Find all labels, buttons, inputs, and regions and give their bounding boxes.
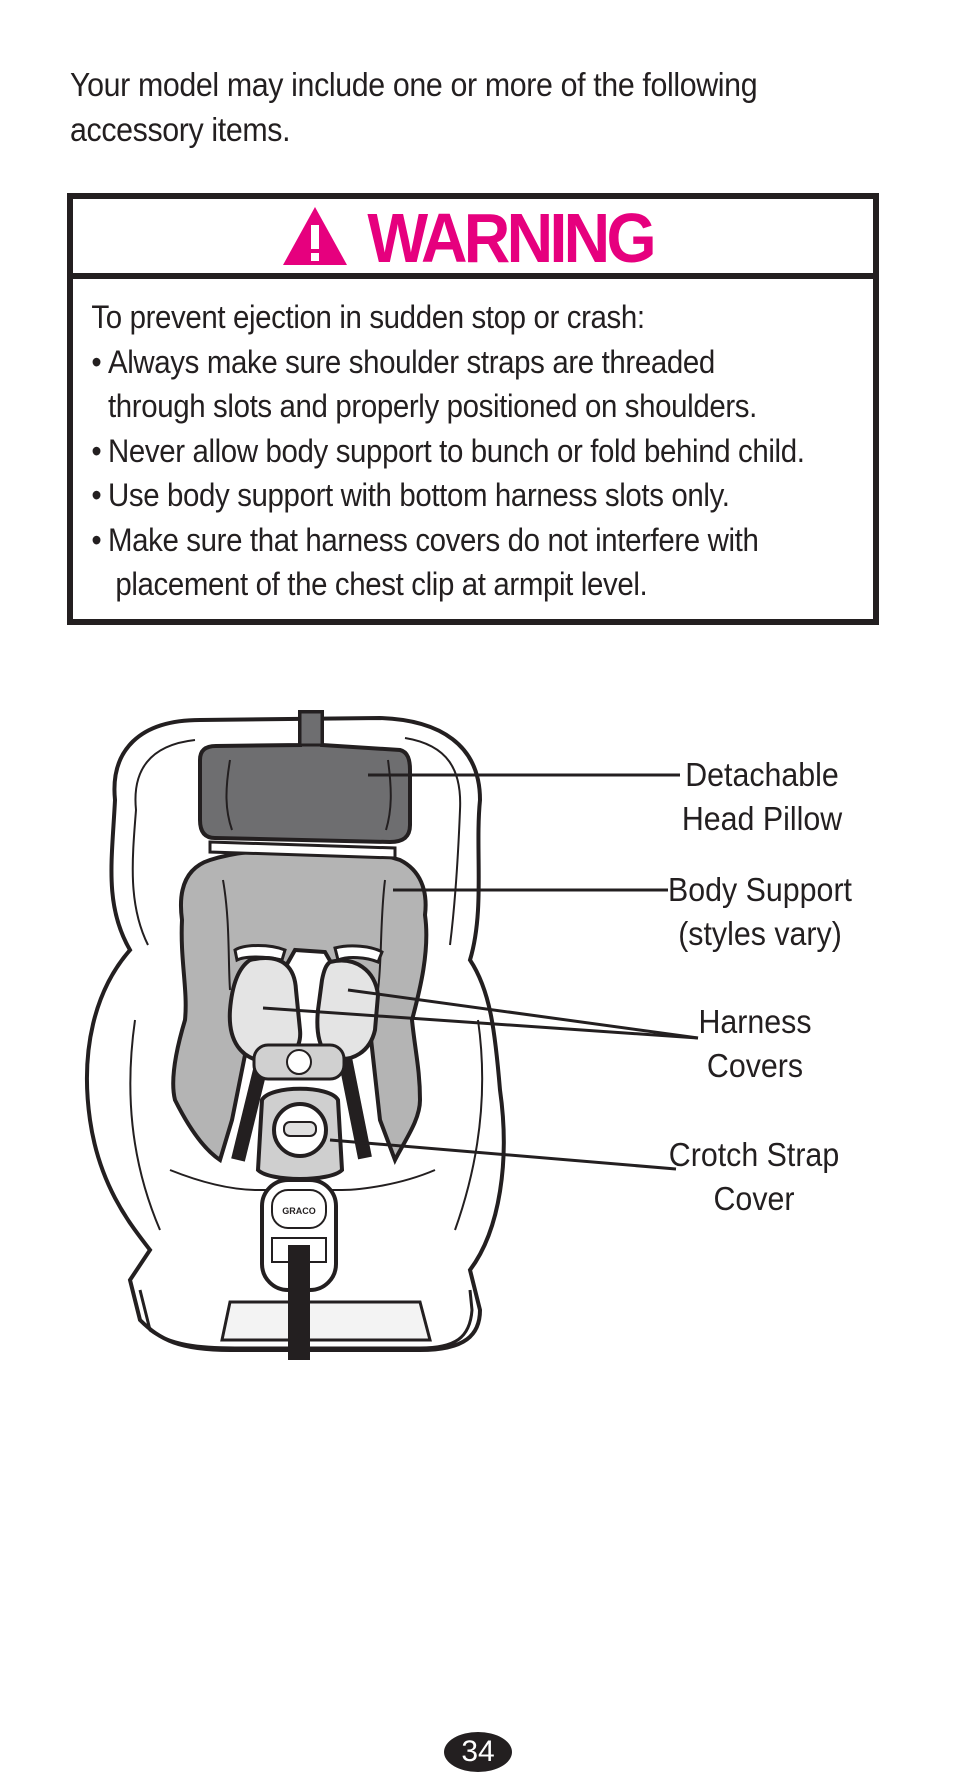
warning-bullet-text: placement of the chest clip at armpit level. (115, 566, 648, 602)
warning-header (73, 199, 873, 279)
label-line: Cover (713, 1180, 795, 1217)
label-line: Body Support (668, 871, 852, 908)
label-line: Harness (698, 1003, 812, 1040)
warning-bullet: • Make sure that harness covers do not interfere with placement of the chest clip at armpit level. (91, 518, 855, 607)
adjuster-strap (288, 1245, 310, 1360)
label-line: Head Pillow (681, 800, 843, 837)
warning-bullet: • Never allow body support to bunch or fold behind child. (91, 429, 855, 474)
intro-text (70, 62, 824, 152)
warning-bullet-text: Always make sure shoulder straps are threaded (107, 343, 715, 380)
warning-lead: To prevent ejection in sudden stop or crash: (91, 299, 645, 335)
warning-body (73, 279, 855, 607)
warning-bullet: • Use body support with bottom harness slots only. (91, 473, 855, 518)
graco-logo: GRACO (282, 1206, 316, 1216)
warning-box (67, 193, 879, 625)
warning-bullet-text: Never allow body support to bunch or fold behind child. (107, 432, 805, 469)
label-line: Crotch Strap (668, 1136, 840, 1173)
warning-title: WARNING (367, 199, 653, 277)
intro-line-2: accessory items. (70, 111, 291, 148)
page-number: 34 (444, 1732, 512, 1772)
intro-line-1: Your model may include one or more of the following (70, 66, 758, 103)
warning-triangle-icon (281, 205, 349, 267)
label-line: (styles vary) (678, 915, 842, 952)
label-crotch-strap-cover (668, 1133, 841, 1221)
car-seat-figure (0, 690, 954, 1390)
label-body-support (668, 868, 852, 956)
warning-bullet: • Always make sure shoulder straps are threaded through slots and properly positioned on shoulders. (91, 340, 855, 429)
label-head-pillow (679, 753, 845, 841)
warning-bullet-text: Make sure that harness covers do not interfere with (107, 521, 759, 558)
warning-bullet-text: through slots and properly positioned on shoulders. (107, 388, 757, 424)
label-harness-covers (686, 1000, 824, 1088)
warning-bullet-text: Use body support with bottom harness slots only. (107, 477, 730, 513)
label-line: Detachable (685, 756, 839, 793)
label-line: Covers (706, 1047, 804, 1084)
